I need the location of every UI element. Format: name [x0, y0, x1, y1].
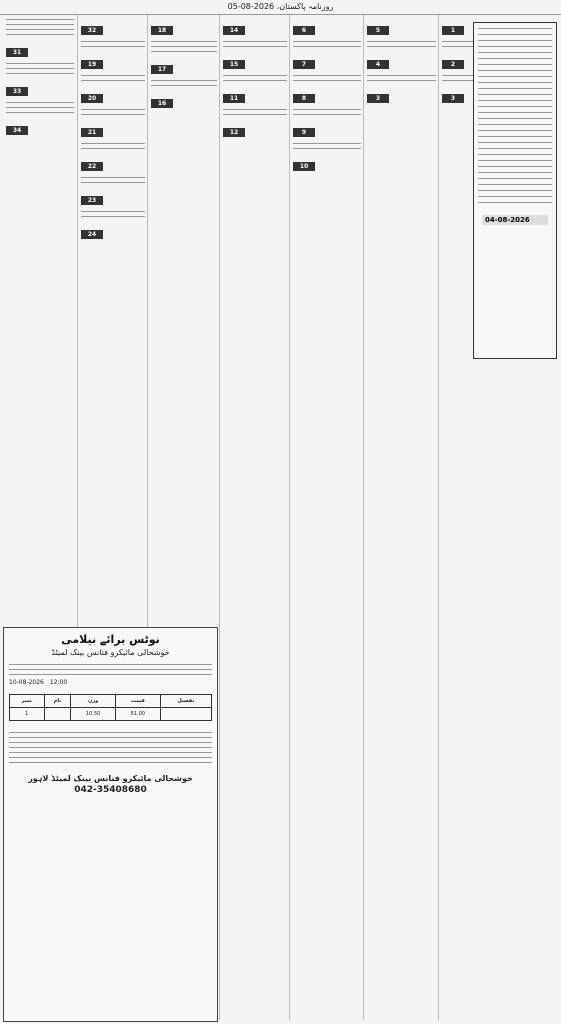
section-number: 9 [293, 128, 315, 137]
section-number: 31 [6, 48, 28, 57]
section-number: 16 [151, 99, 173, 108]
newspaper-page [3, 15, 558, 1020]
auction-notice [3, 627, 218, 1022]
section-number: 19 [81, 60, 103, 69]
column-6 [363, 15, 439, 1020]
section-number: 3 [367, 94, 389, 103]
section-number: 17 [151, 65, 173, 74]
page-header: روزنامہ پاکستان، 2026-08-05 [0, 0, 561, 15]
notice-footer: خوشحالی مائیکرو فنانس بینک لمیٹڈ لاہور [28, 774, 193, 783]
section-number: 32 [81, 26, 103, 35]
notice-date: 10-08-2026 [9, 679, 44, 686]
section-number: 4 [367, 60, 389, 69]
section-number: 20 [81, 94, 103, 103]
notice-date: 04-08-2026 [482, 215, 548, 225]
section-number: 2 [442, 60, 464, 69]
auction-table: نمبر نام وزن قیمت تفصیل 1 10.50 51.00 [9, 694, 212, 721]
section-number: 18 [151, 26, 173, 35]
section-number: 10 [293, 162, 315, 171]
section-number: 33 [6, 87, 28, 96]
section-number: 15 [223, 60, 245, 69]
section-number: 12 [223, 128, 245, 137]
notice-phone: 042-35408680 [74, 785, 147, 795]
section-number: 24 [81, 230, 103, 239]
section-number: 6 [293, 26, 315, 35]
notice-time: 12:00 [49, 679, 68, 686]
section-number: 11 [223, 94, 245, 103]
section-number: 14 [223, 26, 245, 35]
section-number: 23 [81, 196, 103, 205]
side-notice-box [473, 22, 557, 359]
section-number: 34 [6, 126, 28, 135]
column-5 [289, 15, 364, 1020]
section-number: 21 [81, 128, 103, 137]
section-number: 8 [293, 94, 315, 103]
section-number: 7 [293, 60, 315, 69]
notice-title: نوٹس برائے نیلامی [61, 633, 160, 646]
section-number: 3 [442, 94, 464, 103]
section-number: 1 [442, 26, 464, 35]
section-number: 22 [81, 162, 103, 171]
column-4 [219, 15, 290, 1020]
section-number: 5 [367, 26, 389, 35]
notice-subtitle: خوشحالی مائیکرو فنانس بینک لمیٹڈ [51, 648, 170, 657]
